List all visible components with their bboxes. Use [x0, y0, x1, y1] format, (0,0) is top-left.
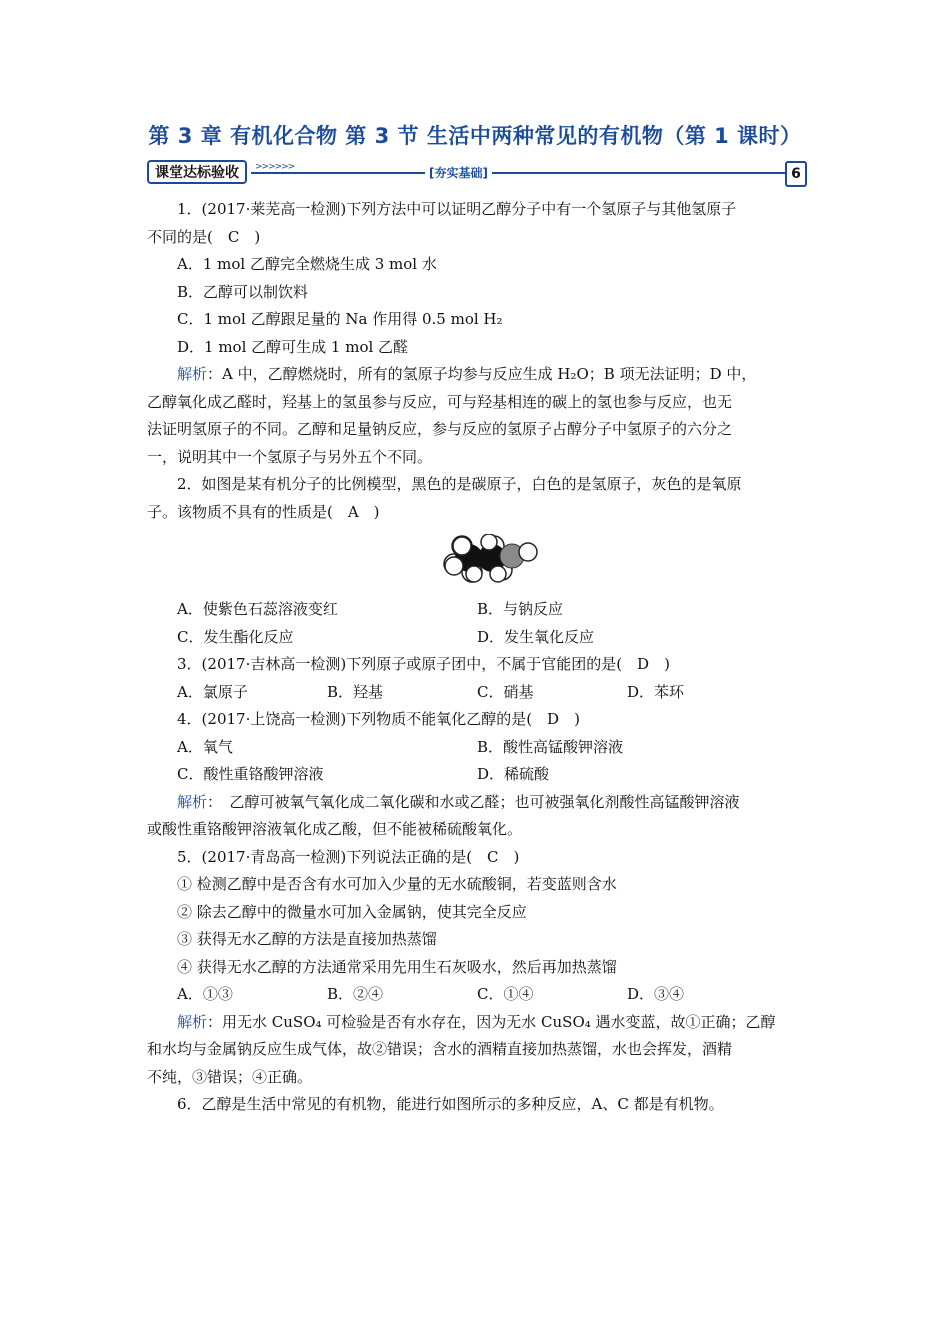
banner-number: 6: [785, 161, 807, 187]
q2-options-row2: [147, 624, 807, 652]
q4-analysis: [147, 789, 807, 817]
q3-options: [147, 679, 807, 707]
q2-stem: 2．如图是某有机分子的比例模型，黑色的是碳原子，白色的是氢原子，灰色的是氧原: [177, 475, 742, 493]
q5-option-a: A．①③: [177, 985, 233, 1003]
q4-option-c: C．酸性重铬酸钾溶液: [177, 765, 324, 783]
q1-analysis: [147, 361, 807, 389]
q1-stem: 1．(2017·莱芜高一检测)下列方法中可以证明乙醇分子中有一个氢原子与其他氢原子: [177, 200, 737, 218]
q4-option-d: D．稀硫酸: [477, 765, 550, 783]
q1-analysis-2: 乙醇氧化成乙醛时，羟基上的氢虽参与反应，可与羟基相连的碳上的氢也参与反应，也无: [147, 392, 733, 411]
q2-option-d: D．发生氧化反应: [477, 627, 595, 646]
q1-option-d: D．1 mol 乙醇可生成 1 mol 乙醛: [177, 337, 409, 356]
q2-option-a: A．使紫色石蕊溶液变红: [177, 600, 338, 618]
q1-analysis-3: 法证明氢原子的不同。乙醇和足量钠反应，参与反应的氢原子占醇分子中氢原子的六分之: [147, 420, 733, 438]
q4-analysis-text: ： 乙醇可被氧气氧化成二氧化碳和水或乙醛；也可被强氧化剂酸性高锰酸钾溶液: [207, 792, 740, 811]
q4-option-a: A．氧气: [177, 737, 233, 756]
q2-option-c: C．发生酯化反应: [177, 627, 294, 646]
q5-statement-2: ② 除去乙醇中的微量水可加入金属钠，使其完全反应: [177, 902, 527, 921]
q1-option-b: B．乙醇可以制饮料: [177, 282, 309, 301]
q5-option-c: C．①④: [477, 985, 534, 1003]
q5-options: [147, 981, 807, 1009]
molecule-model-figure: [147, 526, 807, 596]
document-body: [147, 196, 807, 1119]
banner-section: [夯实基础]: [425, 164, 492, 181]
q3-option-d: D．苯环: [627, 682, 685, 701]
q5-statement-4: ④ 获得无水乙醇的方法通常采用先用生石灰吸水，然后再加热蒸馏: [177, 957, 617, 976]
q5-analysis-3: 不纯，③错误；④正确。: [147, 1067, 313, 1086]
q2-options-row1: [147, 596, 807, 624]
q4-stem: 4．(2017·上饶高一检测)下列物质不能氧化乙醇的是( D ): [177, 710, 580, 728]
q1-stem-cont: 不同的是( C ): [147, 227, 261, 246]
q5-analysis-text: ：用无水 CuSO₄ 可检验是否有水存在，因为无水 CuSO₄ 遇水变蓝，故①正确；乙醇: [207, 1012, 776, 1031]
q4-analysis-2: 或酸性重铬酸钾溶液氧化成乙酸，但不能被稀硫酸氧化。: [147, 820, 523, 838]
ethanol-model-image: [442, 534, 542, 584]
banner-line: [251, 172, 787, 174]
banner-label: 课堂达标验收: [147, 160, 247, 184]
q2-option-b: B．与钠反应: [477, 600, 564, 618]
banner-arrows: >>>>>>: [255, 162, 295, 172]
q2-stem-cont: 子。该物质不具有的性质是( A ): [147, 502, 380, 521]
q3-option-c: C．硝基: [477, 682, 534, 701]
q5-option-b: B．②④: [327, 985, 384, 1003]
q5-option-d: D．③④: [627, 985, 685, 1003]
q3-stem: 3．(2017·吉林高一检测)下列原子或原子团中，不属于官能团的是( D ): [177, 655, 670, 673]
q1-option-a: A．1 mol 乙醇完全燃烧生成 3 mol 水: [177, 255, 437, 273]
q5-statement-3: ③ 获得无水乙醇的方法是直接加热蒸馏: [177, 930, 437, 948]
analysis-label: 解析: [177, 1012, 208, 1031]
analysis-label: 解析: [177, 365, 208, 383]
q3-option-a: A．氯原子: [177, 682, 248, 701]
section-banner: [147, 160, 807, 186]
page-title: 第 3 章 有机化合物 第 3 节 生活中两种常见的有机物（第 1 课时）: [148, 124, 802, 148]
q5-stem: 5．(2017·青岛高一检测)下列说法正确的是( C ): [177, 847, 520, 866]
q5-analysis-2: 和水均与金属钠反应生成气体，故②错误；含水的酒精直接加热蒸馏，水也会挥发，酒精: [147, 1040, 733, 1058]
analysis-label: 解析: [177, 792, 208, 811]
q3-option-b: B．羟基: [327, 682, 384, 701]
q4-options-row1: [147, 734, 807, 762]
q5-analysis: [147, 1009, 807, 1037]
q5-statement-1: ① 检测乙醇中是否含有水可加入少量的无水硫酸铜，若变蓝则含水: [177, 875, 617, 893]
q6-stem: 6．乙醇是生活中常见的有机物，能进行如图所示的多种反应，A、C 都是有机物。: [177, 1095, 724, 1113]
q4-options-row2: [147, 761, 807, 789]
q4-option-b: B．酸性高锰酸钾溶液: [477, 737, 624, 756]
q1-option-c: C．1 mol 乙醇跟足量的 Na 作用得 0.5 mol H₂: [177, 310, 503, 328]
q1-analysis-text: ：A 中，乙醇燃烧时，所有的氢原子均参与反应生成 H₂O；B 项无法证明；D 中，: [207, 365, 757, 383]
q1-analysis-4: 一，说明其中一个氢原子与另外五个不同。: [147, 447, 433, 466]
